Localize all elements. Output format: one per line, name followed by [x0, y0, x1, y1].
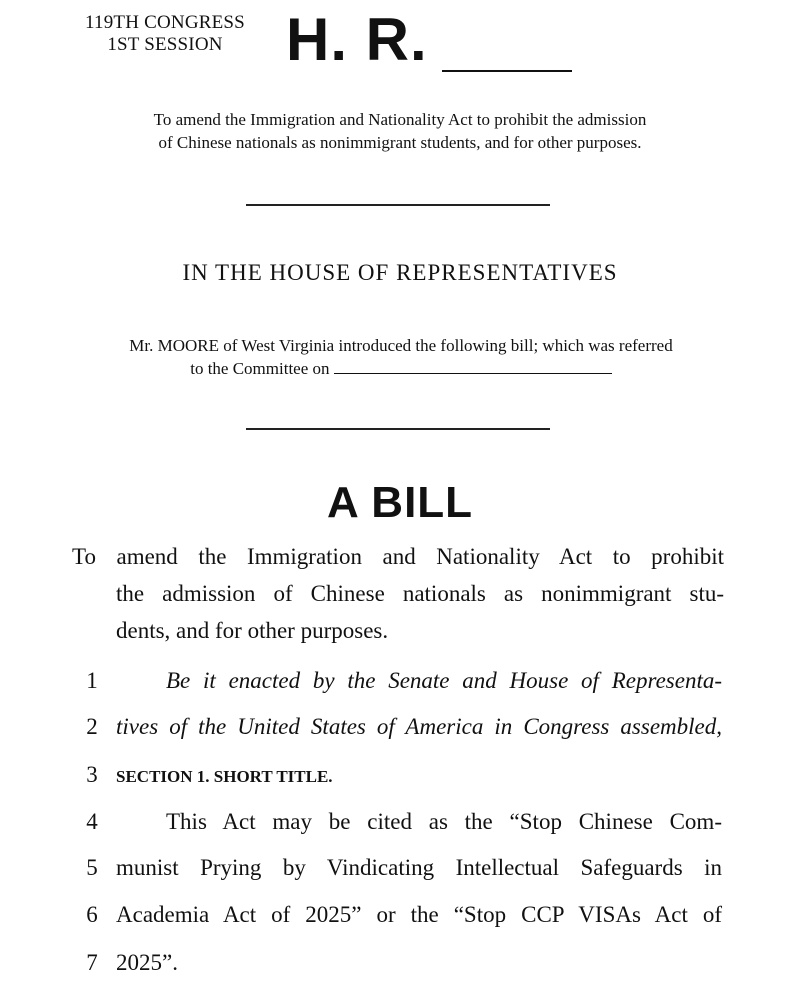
- long-title-line-1: To amend the Immigration and Nationality Act to prohibit: [72, 544, 724, 569]
- line-number: 1: [86, 668, 98, 693]
- session-number: 1ST SESSION: [107, 34, 223, 55]
- introduction-line-2-text: to the Committee on: [190, 359, 330, 378]
- long-title-line-3: dents, and for other purposes.: [116, 618, 389, 643]
- bill-number-title: H. R.: [286, 6, 428, 73]
- bill-purpose: [90, 108, 710, 154]
- introduction: [76, 334, 726, 380]
- purpose-line-1: To amend the Immigration and Nationality Act to prohibit the admission: [153, 110, 647, 129]
- section-heading: SECTION 1. SHORT TITLE.: [116, 767, 333, 786]
- line-number: 6: [86, 902, 98, 927]
- divider-rule-bottom: [246, 428, 550, 430]
- line-number: 2: [86, 714, 98, 739]
- long-title: [72, 538, 724, 649]
- congress-session: [74, 12, 256, 56]
- line-number: 7: [86, 950, 98, 975]
- bill-heading: A BILL: [326, 478, 474, 527]
- chamber-heading: IN THE HOUSE OF REPRESENTATIVES: [182, 260, 618, 285]
- short-title-line-1: This Act may be cited as the “Stop Chinese Com-: [166, 809, 722, 834]
- line-number: 5: [86, 855, 98, 880]
- long-title-line-2: the admission of Chinese nationals as nonimmigrant stu-: [116, 581, 724, 606]
- bill-number-blank: [442, 70, 572, 72]
- congress-number: 119TH CONGRESS: [85, 12, 245, 33]
- enacting-clause-line-1: Be it enacted by the Senate and House of Representa-: [166, 668, 722, 693]
- introduction-line-1: Mr. MOORE of West Virginia introduced the following bill; which was referred: [129, 336, 673, 355]
- introduction-line-2: [76, 357, 726, 380]
- committee-blank: [334, 359, 612, 374]
- purpose-line-2: of Chinese nationals as nonimmigrant students, and for other purposes.: [158, 133, 642, 152]
- short-title-line-3: Academia Act of 2025” or the “Stop CCP VISAs Act of: [116, 902, 722, 927]
- divider-rule-top: [246, 204, 550, 206]
- line-number: 3: [86, 762, 98, 787]
- short-title-line-2: munist Prying by Vindicating Intellectual Safeguards in: [116, 855, 722, 880]
- enacting-clause-line-2: tives of the United States of America in Congress assembled,: [116, 714, 722, 739]
- line-number: 4: [86, 809, 98, 834]
- short-title-line-4: 2025”.: [116, 950, 178, 975]
